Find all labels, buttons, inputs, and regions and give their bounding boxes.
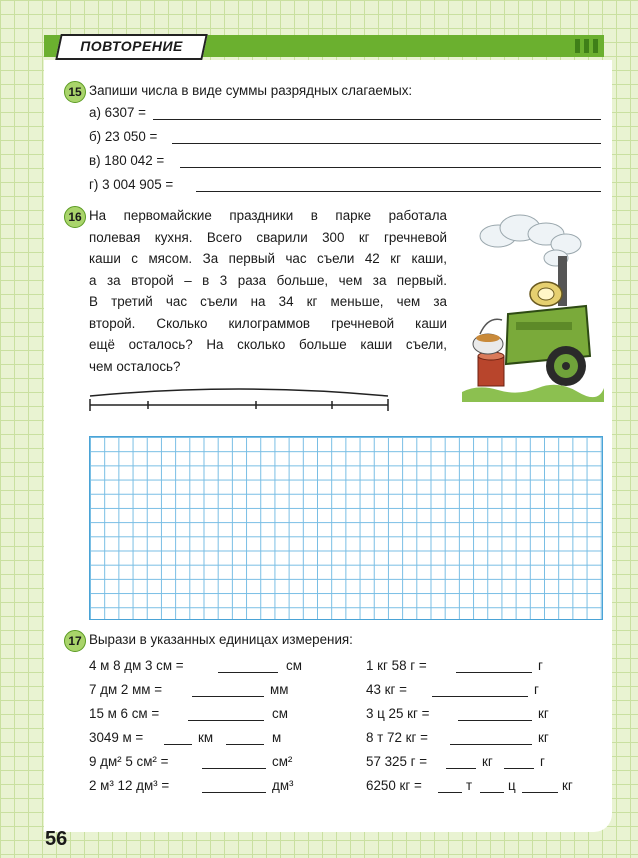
section-tag — [55, 34, 207, 60]
task-15-item-b: б) 23 050 = — [89, 129, 158, 144]
conv-left-4: 3049 м = — [89, 730, 144, 745]
conv-left-2: 7 дм 2 мм = — [89, 682, 163, 697]
task-16-text — [89, 205, 447, 377]
section-title: ПОВТОРЕНИЕ — [80, 38, 183, 54]
unit-label: км — [198, 730, 214, 745]
squared-work-area[interactable] — [89, 436, 603, 620]
answer-line[interactable] — [202, 768, 266, 769]
unit-label: ц — [508, 778, 516, 793]
unit-label: т — [466, 778, 473, 793]
unit-label: кг — [562, 778, 573, 793]
task-15-item-c: в) 180 042 = — [89, 153, 165, 168]
task-16-line: а за второй – в 3 раза больше, чем за первый. — [89, 272, 447, 288]
answer-line[interactable] — [202, 792, 266, 793]
total-brace — [90, 389, 388, 396]
task-15-item-a: а) 6307 = — [89, 105, 146, 120]
conv-left-6: 2 м³ 12 дм³ = — [89, 778, 170, 793]
answer-line[interactable] — [446, 768, 476, 769]
unit-label: см — [272, 706, 288, 721]
conv-right-4: 8 т 72 кг = — [366, 730, 428, 745]
answer-line[interactable] — [438, 792, 462, 793]
section-banner — [44, 35, 604, 57]
answer-line[interactable] — [164, 744, 192, 745]
task-16-line: чем осталось? — [89, 358, 181, 374]
conv-right-5: 57 325 г = — [366, 754, 428, 769]
unit-label: г — [538, 658, 543, 673]
answer-line[interactable] — [218, 672, 278, 673]
task-15-prompt: Запиши числа в виде суммы разрядных слагаемых: — [89, 83, 413, 98]
page-number: 56 — [45, 828, 68, 850]
unit-label: кг — [482, 754, 493, 769]
task-16-line: каши с мясом. За первый час съели 42 кг каши, — [89, 251, 447, 266]
answer-line[interactable] — [432, 696, 528, 697]
conv-right-1: 1 кг 58 г = — [366, 658, 427, 673]
unit-label: мм — [270, 682, 289, 697]
answer-line-d[interactable] — [196, 191, 601, 192]
field-kitchen-illustration — [458, 206, 604, 402]
answer-line[interactable] — [188, 720, 264, 721]
answer-line[interactable] — [192, 696, 264, 697]
answer-line-b[interactable] — [172, 143, 601, 144]
task-17-badge: 17 — [64, 630, 86, 652]
conv-left-5: 9 дм² 5 см² = — [89, 754, 169, 769]
conv-left-3: 15 м 6 см = — [89, 706, 160, 721]
task-15-item-d: г) 3 004 905 = — [89, 177, 174, 192]
banner-stripes — [571, 39, 598, 58]
unit-label: г — [534, 682, 539, 697]
conv-right-2: 43 кг = — [366, 682, 407, 697]
segment-diagram — [84, 380, 394, 420]
unit-label: см² — [272, 754, 293, 769]
unit-label: г — [540, 754, 545, 769]
unit-label: см — [286, 658, 302, 673]
answer-line[interactable] — [480, 792, 504, 793]
answer-line[interactable] — [504, 768, 534, 769]
answer-line[interactable] — [226, 744, 264, 745]
conv-left-1: 4 м 8 дм 3 см = — [89, 658, 184, 673]
unit-label: м — [272, 730, 282, 745]
unit-label: кг — [538, 706, 549, 721]
task-16-badge: 16 — [64, 206, 86, 228]
answer-line-a[interactable] — [153, 119, 601, 120]
task-16-line: В третий час съели на 34 кг меньше, чем за — [89, 294, 447, 309]
answer-line[interactable] — [522, 792, 558, 793]
task-16-line: полевая кухня. Всего сварили 300 кг гречневой — [89, 229, 447, 245]
task-17-prompt: Вырази в указанных единицах измерения: — [89, 632, 353, 647]
answer-line-c[interactable] — [180, 167, 601, 168]
conv-right-6: 6250 кг = — [366, 778, 422, 793]
task-16-line: второй. Сколько килограммов гречневой каши — [89, 315, 447, 331]
task-16-line: ещё осталось? На сколько больше каши съели, — [89, 337, 447, 352]
task-16-line: На первомайские праздники в парке работала — [89, 208, 447, 223]
unit-label: дм³ — [272, 778, 294, 793]
unit-label: кг — [538, 730, 549, 745]
answer-line[interactable] — [458, 720, 532, 721]
answer-line[interactable] — [450, 744, 532, 745]
task-15-badge: 15 — [64, 81, 86, 103]
answer-line[interactable] — [456, 672, 532, 673]
conv-right-3: 3 ц 25 кг = — [366, 706, 430, 721]
